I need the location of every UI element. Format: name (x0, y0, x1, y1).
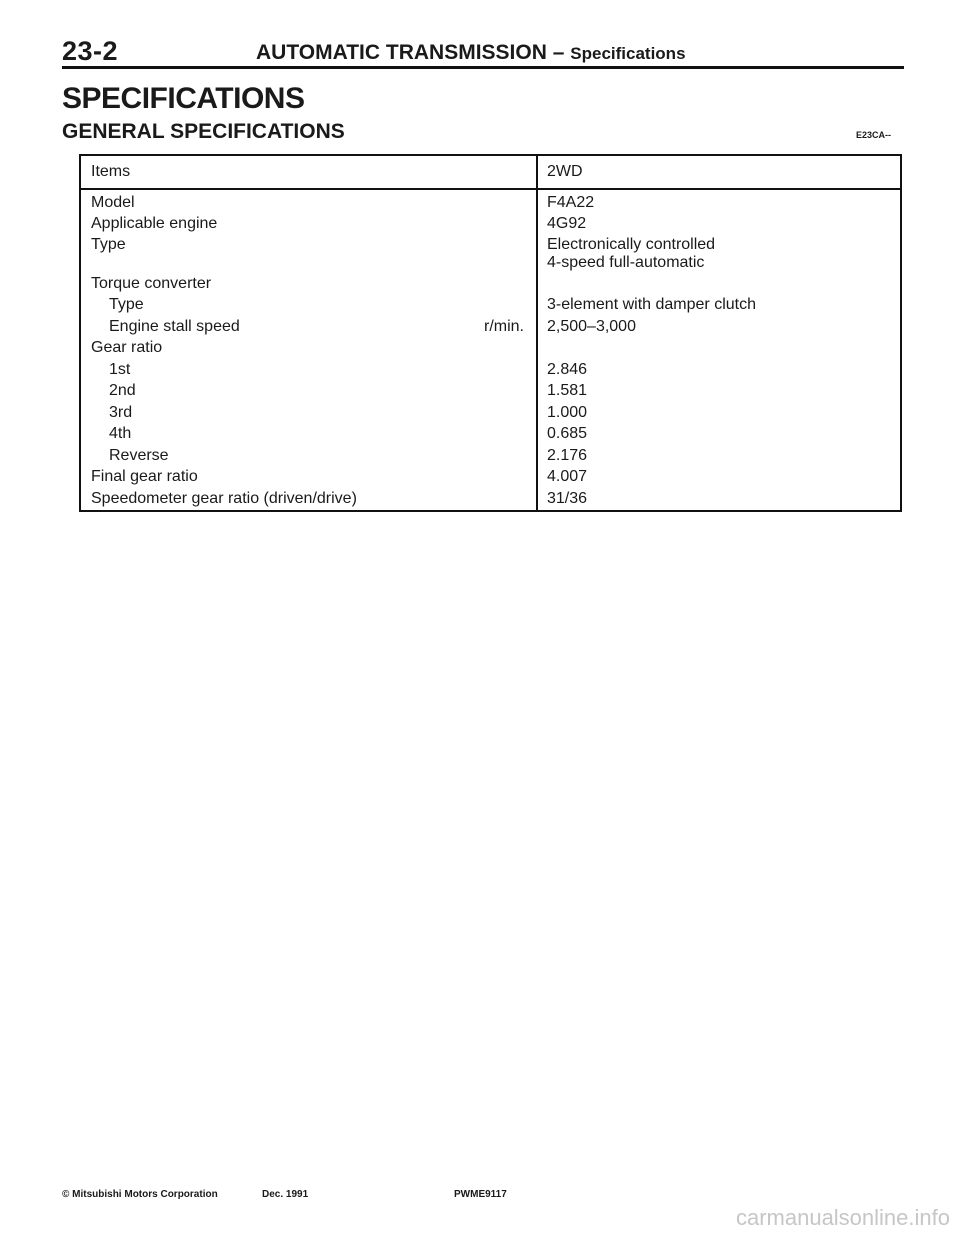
general-specifications-table (79, 154, 902, 512)
row-gear-4th-value: 0.685 (547, 425, 588, 442)
row-torque-converter-item: Torque converter (91, 275, 212, 292)
section-code: E23CA-- (856, 130, 892, 140)
section-title: SPECIFICATIONS (62, 82, 305, 115)
subsection-title: GENERAL SPECIFICATIONS (62, 120, 345, 143)
row-gear-3rd-item: 3rd (109, 404, 133, 421)
row-speedometer-gear-ratio-value: 31/36 (547, 490, 588, 507)
row-speedometer-gear-ratio-item: Speedometer gear ratio (driven/drive) (91, 490, 357, 507)
row-final-gear-ratio-value: 4.007 (547, 468, 588, 485)
table-header-items: Items (91, 163, 131, 180)
row-applicable-engine-item: Applicable engine (91, 215, 218, 232)
row-gear-reverse-value: 2.176 (547, 447, 588, 464)
section-name: Specifications (570, 44, 686, 63)
row-gear-reverse-item: Reverse (109, 447, 169, 464)
row-model-value: F4A22 (547, 194, 595, 211)
row-final-gear-ratio-item: Final gear ratio (91, 468, 198, 485)
footer-doc-code: PWME9117 (454, 1189, 507, 1200)
row-gear-4th-item: 4th (109, 425, 132, 442)
row-type-value-line2: 4-speed full-automatic (547, 254, 705, 271)
row-applicable-engine-value: 4G92 (547, 215, 587, 232)
footer-copyright: © Mitsubishi Motors Corporation (62, 1189, 218, 1200)
row-gear-2nd-value: 1.581 (547, 382, 588, 399)
row-engine-stall-speed-unit: r/min. (484, 318, 524, 335)
chapter-title: AUTOMATIC TRANSMISSION (256, 41, 547, 64)
row-gear-2nd-item: 2nd (109, 382, 136, 399)
column-divider (536, 156, 538, 510)
row-gear-1st-value: 2.846 (547, 361, 588, 378)
row-gear-3rd-value: 1.000 (547, 404, 588, 421)
header-row-divider (81, 188, 900, 190)
row-type-item: Type (91, 236, 126, 253)
footer-date: Dec. 1991 (262, 1189, 309, 1200)
row-engine-stall-speed-item: Engine stall speed (109, 318, 240, 335)
page-number: 23-2 (62, 36, 119, 66)
row-converter-type-value: 3-element with damper clutch (547, 296, 756, 313)
row-type-value: Electronically controlled (547, 236, 716, 253)
row-gear-1st-item: 1st (109, 361, 131, 378)
header-title (256, 41, 686, 65)
row-model-item: Model (91, 194, 135, 211)
row-converter-type-item: Type (109, 296, 144, 313)
table-header-2wd: 2WD (547, 163, 583, 180)
page-header (62, 36, 904, 69)
header-separator: – (552, 41, 565, 64)
row-gear-ratio-item: Gear ratio (91, 339, 163, 356)
row-engine-stall-speed-value: 2,500–3,000 (547, 318, 636, 335)
site-watermark: carmanualsonline.info (735, 1205, 950, 1230)
